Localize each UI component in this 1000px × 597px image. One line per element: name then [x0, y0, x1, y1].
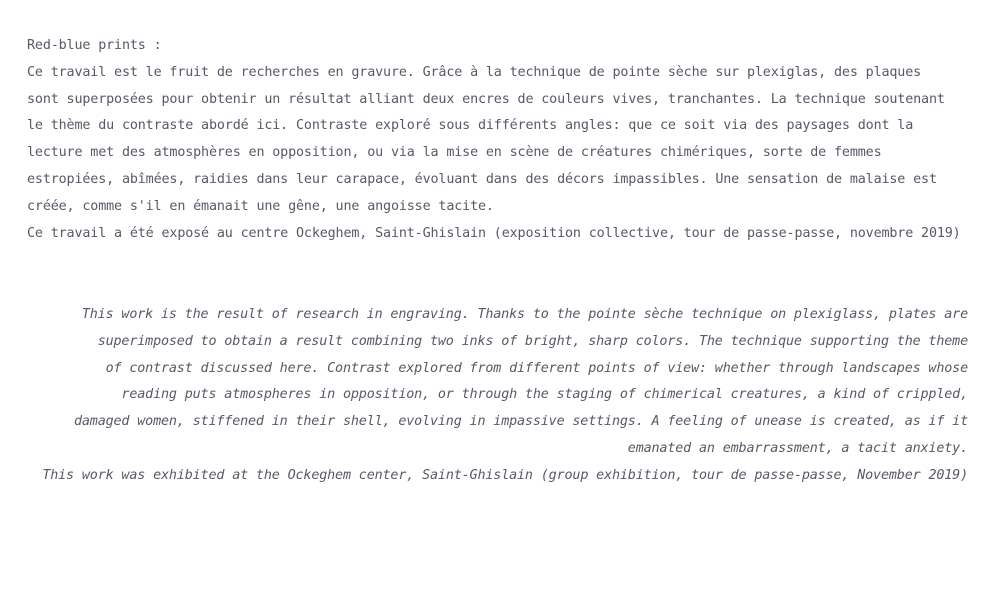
french-paragraph-line: sont superposées pour obtenir un résultat alliant deux encres de couleurs vives, tranchantes. La technique soutenant [27, 91, 945, 107]
french-paragraph-line: le thème du contraste abordé ici. Contraste exploré sous différents angles: que ce soit via des paysages dont la [27, 118, 914, 134]
english-paragraph-line: damaged women, stiffened in their shell, evolving in impassive settings. A feeling of unease is created, as if it [73, 414, 968, 430]
french-paragraph-line: Ce travail est le fruit de recherches en gravure. Grâce à la technique de pointe sèche sur plexiglas, des plaques [27, 64, 922, 80]
french-description [27, 33, 987, 247]
english-paragraph-line: of contrast discussed here. Contrast explored from different points of view: whether through landscapes whose [105, 360, 968, 376]
english-exhibition-note: This work was exhibited at the Ockeghem center, Saint-Ghislain (group exhibition, tour de passe-passe, November 2019) [42, 467, 968, 483]
english-paragraph-line: emanated an embarrassment, a tacit anxiety. [627, 440, 968, 456]
english-description [20, 302, 968, 490]
french-heading: Red-blue prints : [27, 38, 162, 53]
english-paragraph-line: reading puts atmospheres in opposition, or through the staging of chimerical creatures, a kind of crippled, [121, 387, 968, 403]
french-paragraph-line: estropiées, abîmées, raidies dans leur carapace, évoluant dans des décors impassibles. Une sensation de malaise est [27, 171, 937, 187]
french-paragraph-line: lecture met des atmosphères en opposition, ou via la mise en scène de créatures chimériques, sorte de femmes [27, 145, 882, 161]
english-paragraph-line: superimposed to obtain a result combining two inks of bright, sharp colors. The technique supporting the theme [97, 333, 968, 349]
french-exhibition-note: Ce travail a été exposé au centre Ockeghem, Saint-Ghislain (exposition collective, tour de passe-passe, novembre 2019) [27, 225, 961, 241]
english-paragraph-line: This work is the result of research in engraving. Thanks to the pointe sèche technique on plexiglass, plates are [81, 307, 968, 322]
french-paragraph-line: créée, comme s'il en émanait une gêne, une angoisse tacite. [27, 198, 494, 214]
